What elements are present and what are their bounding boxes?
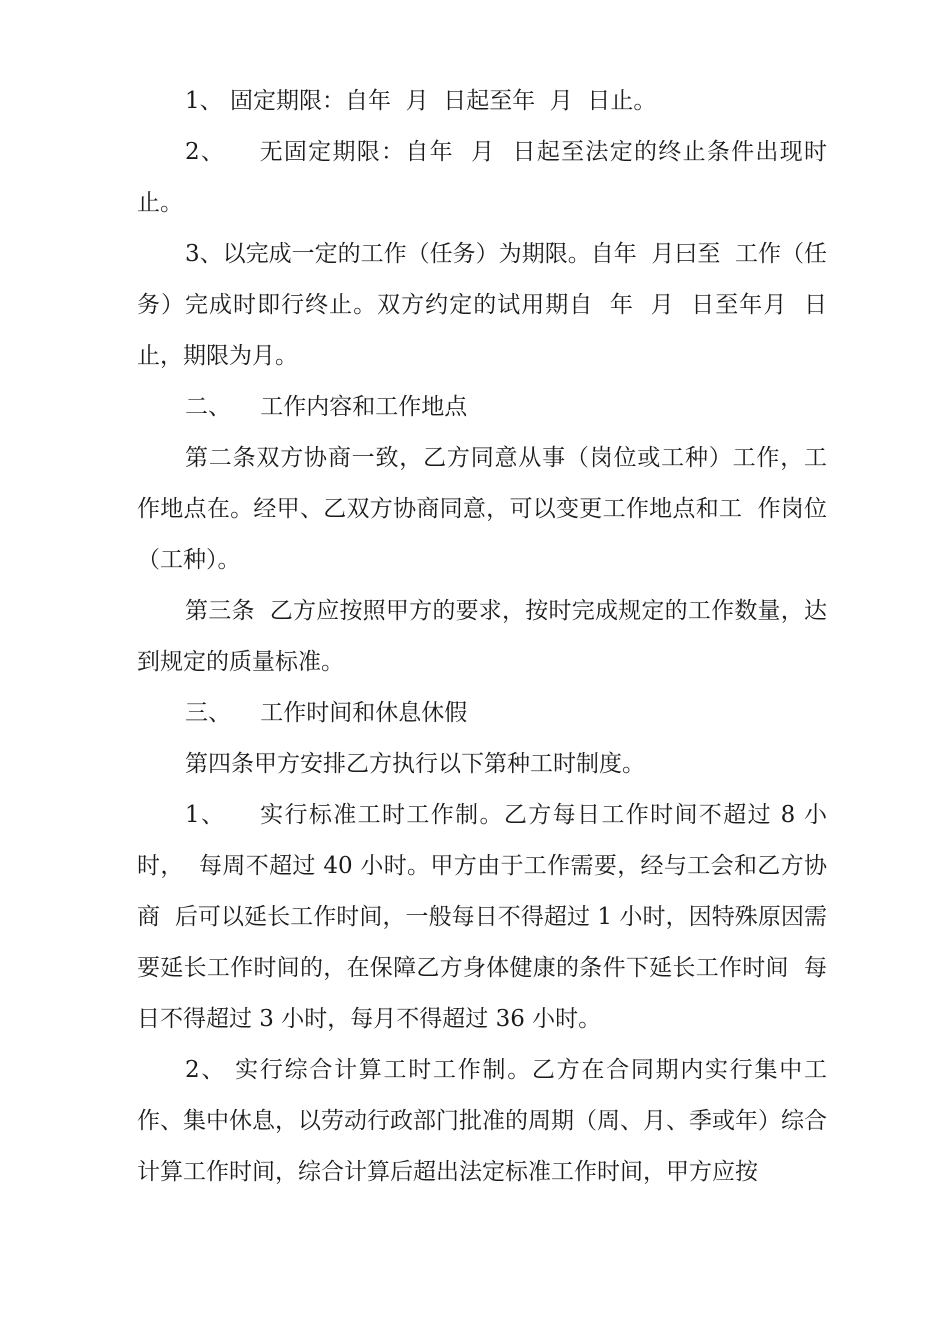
document-page (137, 76, 842, 1198)
clause-task-term: 3、以完成一定的工作（任务）为期限。自年 月曰至 工作（任 务）完成时即行终止。双方约定的试用期自 年 月 日至年月 日止，期限为月。 (137, 241, 842, 369)
article-2: 第二条双方协商一致，乙方同意从事（岗位或工种）工作，工作地点在。经甲、乙双方协商同意，可以变更工作地点和工 作岗位（工种）。 (137, 445, 827, 573)
article-3: 第三条 乙方应按照甲方的要求，按时完成规定的工作数量，达到规定的质量标准。 (137, 598, 827, 675)
section-heading-working-hours: 三、 工作时间和休息休假 (185, 700, 468, 726)
clause-comprehensive-hours: 2、 实行综合计算工时工作制。乙方在合同期内实行集中工作、集中休息，以劳动行政部门批准的周期（周、月、季或年）综合计算工作时间，综合计算后超出法定标准工作时间，甲方应按 (137, 1057, 827, 1185)
clause-standard-hours: 1、 实行标准工时工作制。乙方每日工作时间不超过 8 小时， 每周不超过 40 小时。甲方由于工作需要，经与工会和乙方协商 后可以延长工作时间，一般每日不得超过 1 小时，因特殊原因需 要延长工作时间的，在保障乙方身体健康的条件下延长工作时间 每日不得超过 3 小时，每月不得超过 36 小时。 (137, 802, 842, 1032)
clause-fixed-term: 1、 固定期限：自年 月 日起至年 月 日止。 (185, 88, 657, 114)
clause-open-term: 2、 无固定期限：自年 月 日起至法定的终止条件出现时止。 (137, 139, 827, 216)
section-heading-work-content: 二、 工作内容和工作地点 (185, 394, 468, 420)
article-4: 第四条甲方安排乙方执行以下第种工时制度。 (185, 751, 645, 777)
